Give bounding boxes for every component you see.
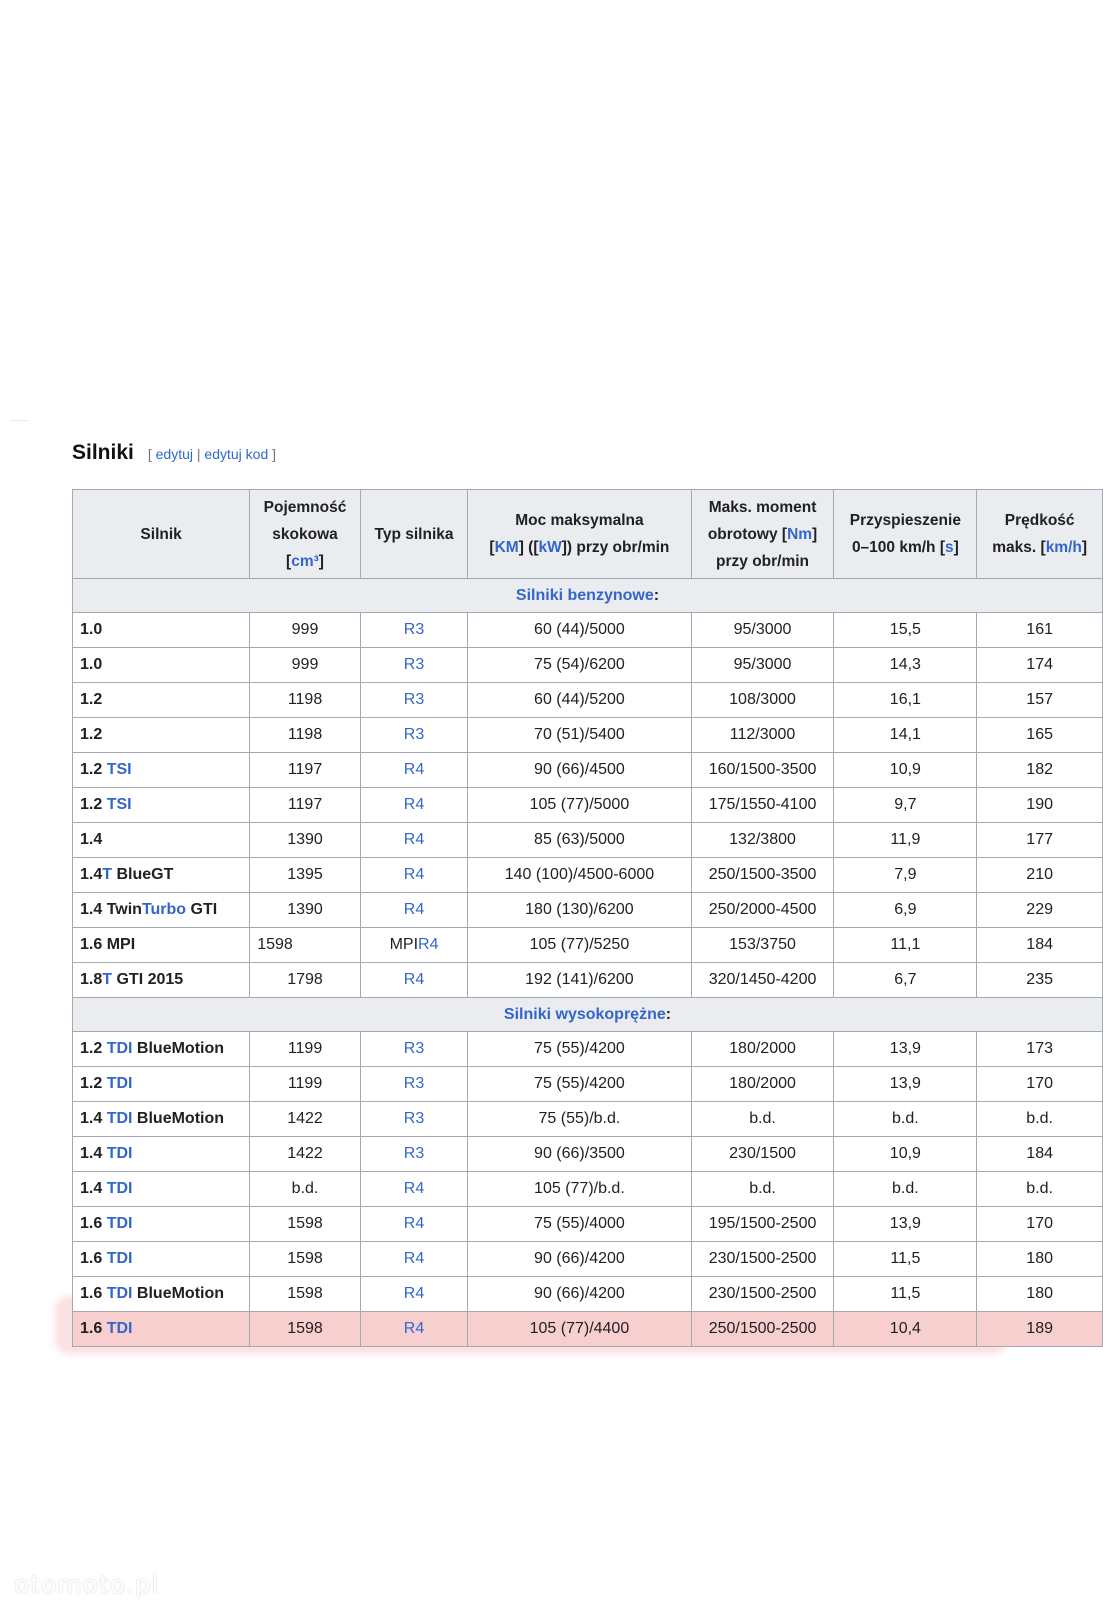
watermark: otomoto.pl	[14, 1570, 160, 1599]
cell-acceleration: 15,5	[834, 613, 977, 648]
engine-layout-link[interactable]: R3	[403, 656, 425, 673]
engine-layout-link[interactable]: R4	[403, 831, 425, 848]
cell-engine-type	[360, 1277, 467, 1312]
cell-power: 105 (77)/4400	[468, 1312, 691, 1347]
cell-power: 85 (63)/5000	[468, 823, 691, 858]
cell-capacity: b.d.	[250, 1172, 361, 1207]
cell-top-speed: 157	[977, 683, 1103, 718]
cell-acceleration: b.d.	[834, 1102, 977, 1137]
table-row	[73, 1137, 1103, 1172]
cell-top-speed: 165	[977, 718, 1103, 753]
cell-torque: b.d.	[691, 1172, 834, 1207]
cell-acceleration: b.d.	[834, 1172, 977, 1207]
engine-tech-link[interactable]: TDI	[106, 1180, 133, 1197]
cell-engine: 1.4 TDI	[73, 1137, 250, 1172]
cell-power: 75 (55)/4200	[468, 1032, 691, 1067]
cell-capacity: 1198	[250, 718, 361, 753]
cell-capacity: 1395	[250, 858, 361, 893]
cell-acceleration: 13,9	[834, 1032, 977, 1067]
cell-engine: 1.6 TDI	[73, 1312, 250, 1347]
cell-torque: 320/1450-4200	[691, 963, 834, 998]
unit-link-nm[interactable]: Nm	[787, 525, 813, 543]
section-link-petrol[interactable]: Silniki benzynowe	[515, 586, 654, 604]
cell-top-speed: 190	[977, 788, 1103, 823]
engine-tech-link[interactable]: T	[102, 866, 113, 883]
cell-acceleration: 6,7	[834, 963, 977, 998]
cell-top-speed: 170	[977, 1067, 1103, 1102]
cell-capacity: 1197	[250, 753, 361, 788]
cell-acceleration: 6,9	[834, 893, 977, 928]
edit-link[interactable]: edytuj	[155, 446, 193, 462]
cell-capacity: 1198	[250, 683, 361, 718]
cell-power: 192 (141)/6200	[468, 963, 691, 998]
cell-top-speed: 184	[977, 1137, 1103, 1172]
cell-capacity: 999	[250, 613, 361, 648]
cell-capacity: 1598	[250, 1207, 361, 1242]
cell-engine: 1.4 TDI	[73, 1172, 250, 1207]
engine-tech-link[interactable]: TSI	[106, 796, 132, 813]
cell-power: 90 (66)/4200	[468, 1242, 691, 1277]
col-header-capacity[interactable]: Pojemność skokowa [cm³]	[250, 490, 361, 579]
cell-top-speed: 177	[977, 823, 1103, 858]
table-row	[73, 963, 1103, 998]
cell-engine-type	[360, 1312, 467, 1347]
engine-layout-link[interactable]: R4	[418, 936, 439, 953]
engine-layout-link[interactable]: R3	[403, 621, 425, 638]
cell-engine-type	[360, 1102, 467, 1137]
cell-acceleration: 9,7	[834, 788, 977, 823]
cell-acceleration: 11,9	[834, 823, 977, 858]
cell-torque: 250/1500-3500	[691, 858, 834, 893]
cell-engine: 1.0	[73, 648, 250, 683]
cell-power: 105 (77)/5000	[468, 788, 691, 823]
engine-tech-link[interactable]: TDI	[106, 1215, 133, 1232]
col-header-acceleration[interactable]: Przyspieszenie 0–100 km/h [s]	[834, 490, 977, 579]
edit-code-link[interactable]: edytuj kod	[204, 446, 269, 462]
cell-capacity: 1390	[250, 823, 361, 858]
cell-acceleration: 13,9	[834, 1207, 977, 1242]
engine-layout-link[interactable]: R4	[403, 1250, 425, 1267]
cell-power: 75 (54)/6200	[468, 648, 691, 683]
cell-engine-type	[360, 718, 467, 753]
cell-top-speed: 235	[977, 963, 1103, 998]
cell-top-speed: 180	[977, 1277, 1103, 1312]
cell-power: 70 (51)/5400	[468, 718, 691, 753]
table-row	[73, 788, 1103, 823]
engine-tech-link[interactable]: TDI	[106, 1320, 133, 1337]
cell-top-speed: 182	[977, 753, 1103, 788]
table-row	[73, 1032, 1103, 1067]
section-row-diesel: Silniki wysokoprężne:	[73, 998, 1103, 1032]
table-row	[73, 1277, 1103, 1312]
cell-power: 90 (66)/3500	[468, 1137, 691, 1172]
cell-top-speed: b.d.	[977, 1102, 1103, 1137]
table-row	[73, 928, 1103, 963]
cell-engine: 1.2	[73, 718, 250, 753]
cell-torque: 175/1550-4100	[691, 788, 834, 823]
cell-torque: 160/1500-3500	[691, 753, 834, 788]
engine-layout-link[interactable]: R3	[403, 1040, 425, 1057]
cell-torque: 180/2000	[691, 1067, 834, 1102]
cell-acceleration: 7,9	[834, 858, 977, 893]
cell-engine-type	[360, 753, 467, 788]
cell-torque: 153/3750	[691, 928, 834, 963]
cell-engine: 1.2	[73, 683, 250, 718]
unit-link-kw[interactable]: kW	[538, 539, 562, 556]
cell-torque: 108/3000	[691, 683, 834, 718]
engine-layout-link[interactable]: R4	[403, 1215, 425, 1232]
unit-link-km[interactable]: KM	[494, 539, 519, 556]
engine-tech-link[interactable]: TDI	[106, 1110, 133, 1127]
engine-layout-link[interactable]: R3	[403, 1075, 425, 1092]
engine-layout-link[interactable]: R4	[403, 1180, 425, 1197]
engine-layout-link[interactable]: R3	[403, 1110, 425, 1127]
cell-power: 60 (44)/5000	[468, 613, 691, 648]
table-row	[73, 613, 1103, 648]
cell-acceleration: 10,4	[834, 1312, 977, 1347]
engine-tech-link[interactable]: Turbo	[141, 901, 187, 918]
cell-engine: 1.4T BlueGT	[73, 858, 250, 893]
engine-tech-link[interactable]: TDI	[106, 1075, 133, 1092]
cell-top-speed: b.d.	[977, 1172, 1103, 1207]
section-row-petrol: Silniki benzynowe:	[73, 579, 1103, 613]
cell-engine: 1.4	[73, 823, 250, 858]
cell-engine: 1.2 TDI	[73, 1067, 250, 1102]
cell-engine-type	[360, 613, 467, 648]
section-title: Silniki	[72, 441, 134, 464]
cell-engine-type	[360, 1032, 467, 1067]
table-row	[73, 1242, 1103, 1277]
cell-engine: 1.2 TSI	[73, 788, 250, 823]
cell-torque: 180/2000	[691, 1032, 834, 1067]
col-header-engine-type[interactable]: Typ silnika	[360, 490, 467, 579]
cell-engine: 1.2 TDI BlueMotion	[73, 1032, 250, 1067]
cell-torque: 230/1500	[691, 1137, 834, 1172]
cell-engine: 1.6 MPI	[73, 928, 250, 963]
table-row	[73, 1312, 1103, 1347]
cell-engine: 1.6 TDI BlueMotion	[73, 1277, 250, 1312]
cell-power: 75 (55)/4200	[468, 1067, 691, 1102]
cell-capacity: 1422	[250, 1102, 361, 1137]
table-row	[73, 858, 1103, 893]
cell-engine-type	[360, 823, 467, 858]
cell-power: 90 (66)/4500	[468, 753, 691, 788]
engine-layout-link[interactable]: R3	[403, 1145, 425, 1162]
cell-engine-type	[360, 1137, 467, 1172]
cell-top-speed: 161	[977, 613, 1103, 648]
table-row	[73, 753, 1103, 788]
engine-layout-link[interactable]: R4	[403, 761, 425, 778]
section-heading	[72, 441, 276, 465]
table-header-row	[73, 490, 1103, 579]
cell-torque: 230/1500-2500	[691, 1242, 834, 1277]
engine-tech-link[interactable]: TDI	[106, 1285, 133, 1302]
cell-capacity: 1598	[250, 1277, 361, 1312]
edit-links: [ edytuj | edytuj kod ]	[147, 446, 277, 462]
table-row	[73, 1207, 1103, 1242]
cell-capacity: 1422	[250, 1137, 361, 1172]
cell-acceleration: 11,5	[834, 1242, 977, 1277]
table-row	[73, 1102, 1103, 1137]
cell-engine: 1.4 TwinTurbo GTI	[73, 893, 250, 928]
cell-power: 105 (77)/b.d.	[468, 1172, 691, 1207]
cell-engine-type	[360, 858, 467, 893]
cell-acceleration: 11,1	[834, 928, 977, 963]
col-header-engine[interactable]: Silnik	[73, 490, 250, 579]
divider-mark	[10, 420, 28, 421]
engine-layout-link[interactable]: R4	[403, 901, 425, 918]
cell-engine: 1.0	[73, 613, 250, 648]
col-header-top-speed[interactable]: Prędkość maks. [km/h]	[977, 490, 1103, 579]
cell-capacity: 1598	[250, 928, 361, 963]
cell-acceleration: 14,3	[834, 648, 977, 683]
unit-link-cm3[interactable]: cm³	[291, 552, 319, 570]
cell-capacity: 1197	[250, 788, 361, 823]
cell-engine-type	[360, 893, 467, 928]
cell-capacity: 1598	[250, 1242, 361, 1277]
cell-torque: 132/3800	[691, 823, 834, 858]
table-row	[73, 683, 1103, 718]
engine-layout-link[interactable]: R4	[403, 1285, 425, 1302]
cell-engine: 1.6 TDI	[73, 1207, 250, 1242]
cell-engine-type	[360, 1242, 467, 1277]
unit-link-kmh[interactable]: km/h	[1045, 539, 1082, 556]
cell-engine: 1.2 TSI	[73, 753, 250, 788]
cell-engine-type	[360, 1067, 467, 1102]
cell-power: 105 (77)/5250	[468, 928, 691, 963]
engine-tech-link[interactable]: TDI	[106, 1040, 133, 1057]
cell-engine: 1.4 TDI BlueMotion	[73, 1102, 250, 1137]
cell-engine: 1.6 TDI	[73, 1242, 250, 1277]
cell-torque: 250/2000-4500	[691, 893, 834, 928]
cell-torque: 250/1500-2500	[691, 1312, 834, 1347]
cell-power: 180 (130)/6200	[468, 893, 691, 928]
engine-tech-link[interactable]: TSI	[106, 761, 132, 778]
cell-power: 75 (55)/4000	[468, 1207, 691, 1242]
cell-capacity: 999	[250, 648, 361, 683]
cell-engine-type	[360, 648, 467, 683]
table-row	[73, 1172, 1103, 1207]
cell-torque: 112/3000	[691, 718, 834, 753]
cell-top-speed: 174	[977, 648, 1103, 683]
cell-acceleration: 14,1	[834, 718, 977, 753]
col-header-torque[interactable]: Maks. moment obrotowy [Nm] przy obr/min	[691, 490, 834, 579]
engine-layout-link[interactable]: R4	[403, 1320, 425, 1337]
engine-layout-link[interactable]: R3	[403, 726, 425, 743]
table-row	[73, 718, 1103, 753]
cell-top-speed: 170	[977, 1207, 1103, 1242]
table-body	[73, 579, 1103, 1347]
cell-capacity: 1199	[250, 1032, 361, 1067]
cell-capacity: 1598	[250, 1312, 361, 1347]
cell-top-speed: 173	[977, 1032, 1103, 1067]
cell-power: 140 (100)/4500-6000	[468, 858, 691, 893]
cell-engine-type: MPIR4	[360, 928, 467, 963]
table-row	[73, 823, 1103, 858]
cell-top-speed: 229	[977, 893, 1103, 928]
cell-engine-type	[360, 788, 467, 823]
unit-link-s[interactable]: s	[945, 539, 954, 556]
engine-tech-link[interactable]: T	[102, 971, 113, 988]
engine-tech-link[interactable]: TDI	[106, 1145, 133, 1162]
cell-torque: 230/1500-2500	[691, 1277, 834, 1312]
cell-capacity: 1199	[250, 1067, 361, 1102]
cell-torque: 95/3000	[691, 613, 834, 648]
engine-tech-link[interactable]: TDI	[106, 1250, 133, 1267]
cell-acceleration: 13,9	[834, 1067, 977, 1102]
cell-capacity: 1798	[250, 963, 361, 998]
engine-layout-link[interactable]: R4	[403, 971, 425, 988]
cell-engine: 1.8T GTI 2015	[73, 963, 250, 998]
engine-layout-link[interactable]: R3	[403, 691, 425, 708]
cell-power: 90 (66)/4200	[468, 1277, 691, 1312]
cell-torque: 195/1500-2500	[691, 1207, 834, 1242]
cell-power: 60 (44)/5200	[468, 683, 691, 718]
cell-engine-type	[360, 1172, 467, 1207]
cell-acceleration: 11,5	[834, 1277, 977, 1312]
col-header-power[interactable]: Moc maksymalna [KM] ([kW]) przy obr/min	[468, 490, 691, 579]
cell-acceleration: 16,1	[834, 683, 977, 718]
section-link-diesel[interactable]: Silniki wysokoprężne	[503, 1005, 666, 1023]
cell-top-speed: 189	[977, 1312, 1103, 1347]
cell-top-speed: 180	[977, 1242, 1103, 1277]
table-row	[73, 648, 1103, 683]
table-row	[73, 893, 1103, 928]
table-row	[73, 1067, 1103, 1102]
cell-engine-type	[360, 683, 467, 718]
cell-top-speed: 210	[977, 858, 1103, 893]
engines-table	[72, 489, 1103, 1347]
cell-torque: b.d.	[691, 1102, 834, 1137]
cell-power: 75 (55)/b.d.	[468, 1102, 691, 1137]
cell-torque: 95/3000	[691, 648, 834, 683]
cell-engine-type	[360, 1207, 467, 1242]
engine-layout-link[interactable]: R4	[403, 866, 425, 883]
cell-capacity: 1390	[250, 893, 361, 928]
engine-layout-link[interactable]: R4	[403, 796, 425, 813]
cell-engine-type	[360, 963, 467, 998]
cell-top-speed: 184	[977, 928, 1103, 963]
cell-acceleration: 10,9	[834, 1137, 977, 1172]
cell-acceleration: 10,9	[834, 753, 977, 788]
